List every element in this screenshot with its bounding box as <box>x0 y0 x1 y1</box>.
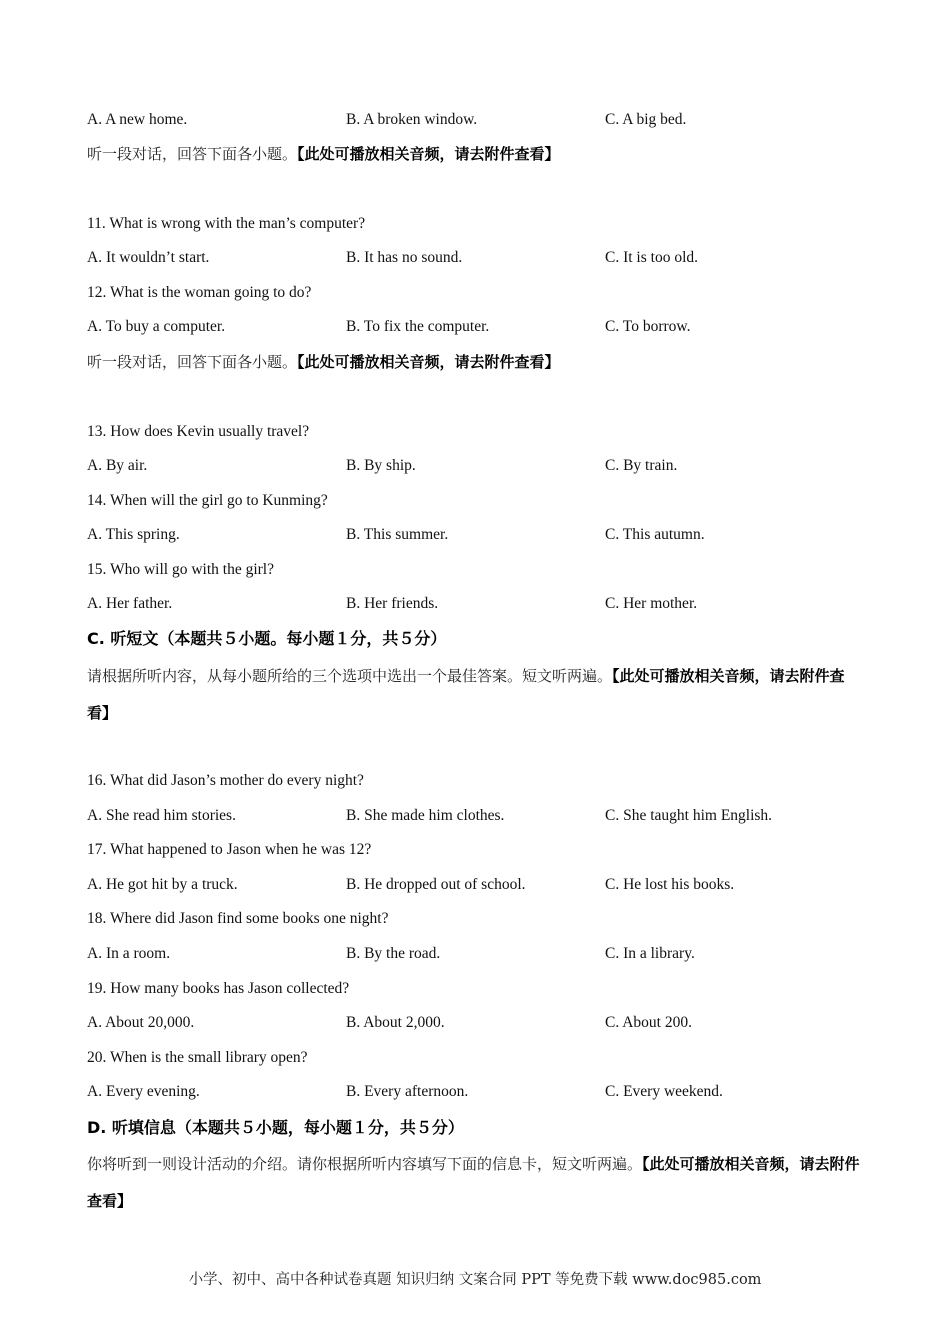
instruction-2: 听一段对话，回答下面各小题。【此处可播放相关音频，请去附件查看】 <box>87 353 560 371</box>
option-c: C. Every weekend. <box>605 1083 723 1100</box>
question-15: 15. Who will go with the girl? <box>87 561 274 578</box>
option-c: C. Her mother. <box>605 595 698 612</box>
question-18: 18. Where did Jason find some books one night? <box>87 910 389 927</box>
question-11: 11. What is wrong with the man’s computer? <box>87 215 366 232</box>
question-17: 17. What happened to Jason when he was 12? <box>87 841 372 858</box>
option-c: C. About 200. <box>605 1014 692 1031</box>
question-20: 20. When is the small library open? <box>87 1049 308 1066</box>
question-14: 14. When will the girl go to Kunming? <box>87 492 328 509</box>
audio-note: 【此处可播放相关音频，请去附件查看】 <box>297 353 560 371</box>
option-a: A. To buy a computer. <box>87 318 226 335</box>
page-footer: 小学、初中、高中各种试卷真题 知识归纳 文案合同 PPT 等免费下载 www.doc985.com <box>188 1272 762 1288</box>
audio-note: 【此处可播放相关音频，请去附件查看】 <box>87 1155 860 1210</box>
option-c: C. This autumn. <box>605 526 705 543</box>
section-c-instruction: 请根据所听内容，从每小题所给的三个选项中选出一个最佳答案。短文听两遍。【此处可播放相关音频，请去附件查看】 <box>87 667 845 722</box>
option-b: B. About 2,000. <box>346 1014 445 1031</box>
option-a: A. Her father. <box>87 595 173 612</box>
option-b: B. By the road. <box>346 945 441 962</box>
option-c: C. She taught him English. <box>605 807 773 824</box>
instruction-1: 听一段对话，回答下面各小题。【此处可播放相关音频，请去附件查看】 <box>87 145 560 163</box>
section-d-instruction: 你将听到一则设计活动的介绍。请你根据所听内容填写下面的信息卡，短文听两遍。【此处可播放相关音频，请去附件查看】 <box>87 1155 860 1210</box>
option-a: A. It wouldn’t start. <box>87 249 210 266</box>
option-b: B. A broken window. <box>346 111 478 128</box>
option-b: B. To fix the computer. <box>346 318 490 335</box>
option-a: A. She read him stories. <box>87 807 236 824</box>
option-c: C. It is too old. <box>605 249 699 266</box>
option-a: A. In a room. <box>87 945 171 962</box>
option-b: B. Every afternoon. <box>346 1083 469 1100</box>
option-c: C. He lost his books. <box>605 876 735 893</box>
option-a: A. This spring. <box>87 526 180 543</box>
option-a: A. By air. <box>87 457 148 474</box>
option-c: C. In a library. <box>605 945 695 962</box>
option-b: B. This summer. <box>346 526 449 543</box>
section-d-heading: D. 听填信息（本题共５小题，每小题１分，共５分） <box>87 1118 464 1137</box>
question-12: 12. What is the woman going to do? <box>87 284 312 301</box>
option-c: C. To borrow. <box>605 318 691 335</box>
option-b: B. She made him clothes. <box>346 807 505 824</box>
audio-note: 【此处可播放相关音频，请去附件查看】 <box>87 667 845 722</box>
option-a: A. He got hit by a truck. <box>87 876 238 893</box>
audio-note: 【此处可播放相关音频，请去附件查看】 <box>297 145 560 163</box>
option-b: B. It has no sound. <box>346 249 463 266</box>
question-13: 13. How does Kevin usually travel? <box>87 423 310 440</box>
option-a: A. A new home. <box>87 111 188 128</box>
option-a: A. About 20,000. <box>87 1014 195 1031</box>
option-b: B. By ship. <box>346 457 416 474</box>
option-a: A. Every evening. <box>87 1083 200 1100</box>
option-b: B. He dropped out of school. <box>346 876 526 893</box>
option-c: C. By train. <box>605 457 678 474</box>
question-19: 19. How many books has Jason collected? <box>87 980 350 997</box>
option-b: B. Her friends. <box>346 595 439 612</box>
question-16: 16. What did Jason’s mother do every night? <box>87 772 364 789</box>
option-c: C. A big bed. <box>605 111 687 128</box>
section-c-heading: C. 听短文（本题共５小题。每小题１分，共５分） <box>87 629 447 648</box>
